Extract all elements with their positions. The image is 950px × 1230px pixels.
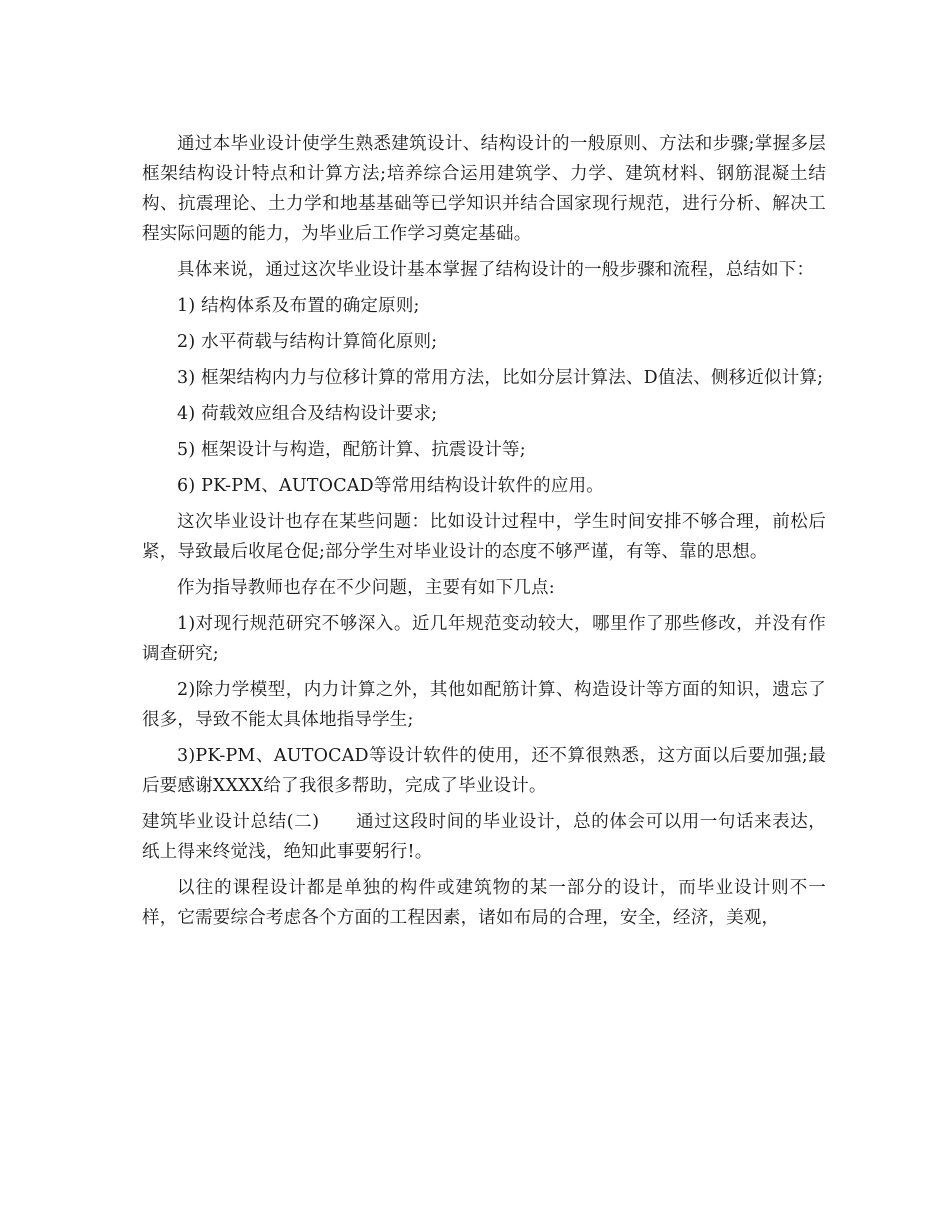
- issue-item-2: 2)除力学模型，内力计算之外，其他如配筋计算、构造设计等方面的知识，遗忘了很多，导致不能太具体地指导学生;: [142, 680, 826, 730]
- heading-gap: [319, 812, 356, 832]
- document-body: [142, 129, 826, 939]
- list-item-5: 5) 框架设计与构造，配筋计算、抗震设计等;: [177, 440, 526, 460]
- paragraph-teacher-issues: 作为指导教师也存在不少问题，主要有如下几点:: [177, 578, 555, 598]
- paragraph-summary-lead: 具体来说，通过这次毕业设计基本掌握了结构设计的一般步骤和流程，总结如下：: [177, 260, 815, 280]
- section-2-lead: 通过这段时间的毕业设计，总的体会可以用一句话来表达，纸上得来终觉浅，绝知此事要躬行!。: [142, 812, 827, 862]
- issue-item-1: 1)对现行规范研究不够深入。近几年规范变动较大，哪里作了那些修改，并没有作调查研究;: [142, 614, 826, 664]
- section-2-heading: 建筑毕业设计总结(二): [142, 812, 320, 832]
- issue-item-3: 3)PK-PM、AUTOCAD等设计软件的使用，还不算很熟悉，这方面以后要加强;最后要感谢XXXX给了我很多帮助，完成了毕业设计。: [142, 746, 826, 796]
- list-item-1: 1) 结构体系及布置的确定原则;: [177, 296, 420, 316]
- paragraph-intro: 通过本毕业设计使学生熟悉建筑设计、结构设计的一般原则、方法和步骤;掌握多层框架结构设计特点和计算方法;培养综合运用建筑学、力学、建筑材料、钢筋混凝土结构、抗震理论、土力学和地基基础等已学知识并结合国家现行规范，进行分析、解决工程实际问题的能力，为毕业后工作学习奠定基础。: [142, 134, 826, 244]
- paragraph-problems: 这次毕业设计也存在某些问题：比如设计过程中，学生时间安排不够合理，前松后紧，导致最后收尾仓促;部分学生对毕业设计的态度不够严谨，有等、靠的思想。: [142, 512, 826, 562]
- paragraph-tail: 以往的课程设计都是单独的构件或建筑物的某一部分的设计，而毕业设计则不一样，它需要综合考虑各个方面的工程因素，诸如布局的合理，安全，经济，美观，: [142, 878, 826, 928]
- list-item-3: 3) 框架结构内力与位移计算的常用方法，比如分层计算法、D值法、侧移近似计算;: [177, 368, 824, 388]
- list-item-4: 4) 荷载效应组合及结构设计要求;: [177, 404, 438, 424]
- list-item-2: 2) 水平荷载与结构计算简化原则;: [177, 332, 438, 352]
- list-item-6: 6) PK-PM、AUTOCAD等常用结构设计软件的应用。: [177, 476, 604, 496]
- section-2-opening: [142, 807, 826, 867]
